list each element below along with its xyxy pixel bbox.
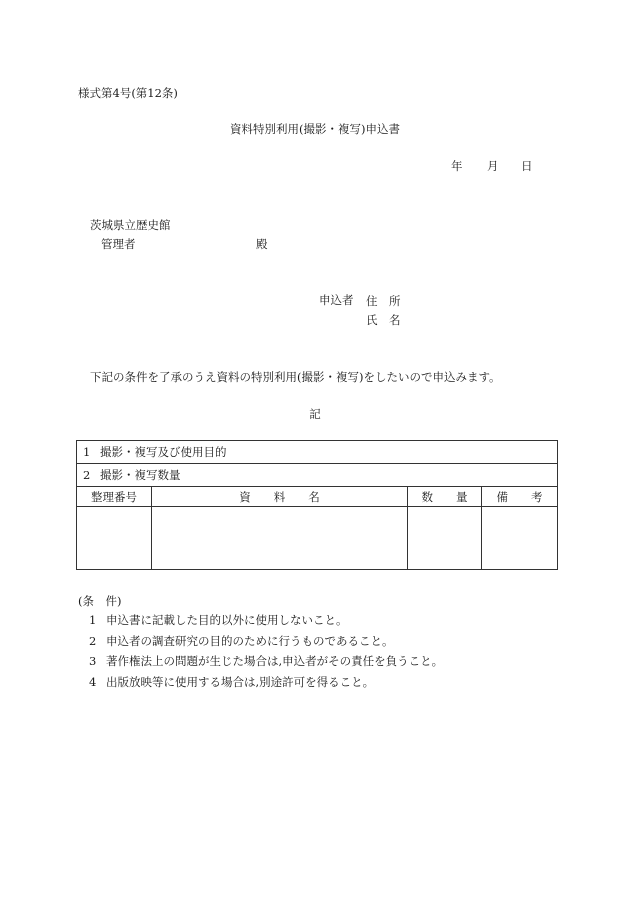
material-name-cell[interactable] [152, 507, 408, 570]
header-remarks: 備 考 [482, 487, 558, 507]
header-quantity: 数 量 [408, 487, 482, 507]
date-day-label: 日 [521, 159, 533, 173]
item-number: 1 [83, 445, 91, 459]
condition-text: 申込書に記載した目的以外に使用しないこと。 [106, 613, 348, 627]
applicant-address-label: 住 所 [366, 294, 401, 308]
form-number: 様式第4号(第12条) [78, 86, 178, 100]
request-statement: 下記の条件を了承のうえ資料の特別利用(撮影・複写)をしたいので申込みます。 [90, 370, 501, 384]
serial-number-cell[interactable] [77, 507, 152, 570]
item-label: 撮影・複写数量 [100, 468, 181, 482]
item-number: 2 [83, 468, 91, 482]
table-row [77, 507, 558, 570]
addressee-institution: 茨城県立歴史館 [90, 218, 171, 232]
condition-item [89, 651, 443, 672]
condition-number: 1 [89, 613, 97, 627]
date-year-label: 年 [451, 159, 463, 173]
applicant-label: 申込者 [319, 293, 354, 307]
quantity-cell[interactable] [77, 464, 558, 487]
condition-text: 著作権法上の問題が生じた場合は,申込者がその責任を負うこと。 [106, 654, 444, 668]
condition-number: 4 [89, 674, 97, 689]
header-serial-number: 整理番号 [77, 487, 152, 507]
condition-number: 2 [89, 633, 97, 648]
table-header-row [77, 487, 558, 507]
condition-number: 3 [89, 654, 97, 668]
condition-item [89, 631, 443, 652]
remarks-cell[interactable] [482, 507, 558, 570]
quantity-row [77, 464, 558, 487]
condition-text: 申込者の調査研究の目的のために行うものであること。 [106, 633, 394, 648]
conditions-list [89, 610, 443, 692]
header-material-name: 資 料 名 [152, 487, 408, 507]
item-label: 撮影・複写及び使用目的 [100, 445, 227, 459]
ki-heading: 記 [309, 407, 321, 421]
condition-item [89, 610, 443, 631]
condition-text: 出版放映等に使用する場合は,別途許可を得ること。 [106, 674, 375, 689]
applicant-name-label: 氏 名 [366, 313, 401, 327]
request-table [76, 440, 558, 570]
document-title: 資料特別利用(撮影・複写)申込書 [230, 122, 400, 136]
quantity-value-cell[interactable] [408, 507, 482, 570]
applicant-fields [366, 292, 401, 330]
purpose-row [77, 441, 558, 464]
purpose-cell[interactable] [77, 441, 558, 464]
date-month-label: 月 [487, 159, 499, 173]
conditions-title: (条 件) [78, 594, 122, 608]
addressee-honorific: 殿 [256, 237, 268, 251]
addressee-role: 管理者 [101, 237, 136, 251]
condition-item [89, 672, 443, 693]
